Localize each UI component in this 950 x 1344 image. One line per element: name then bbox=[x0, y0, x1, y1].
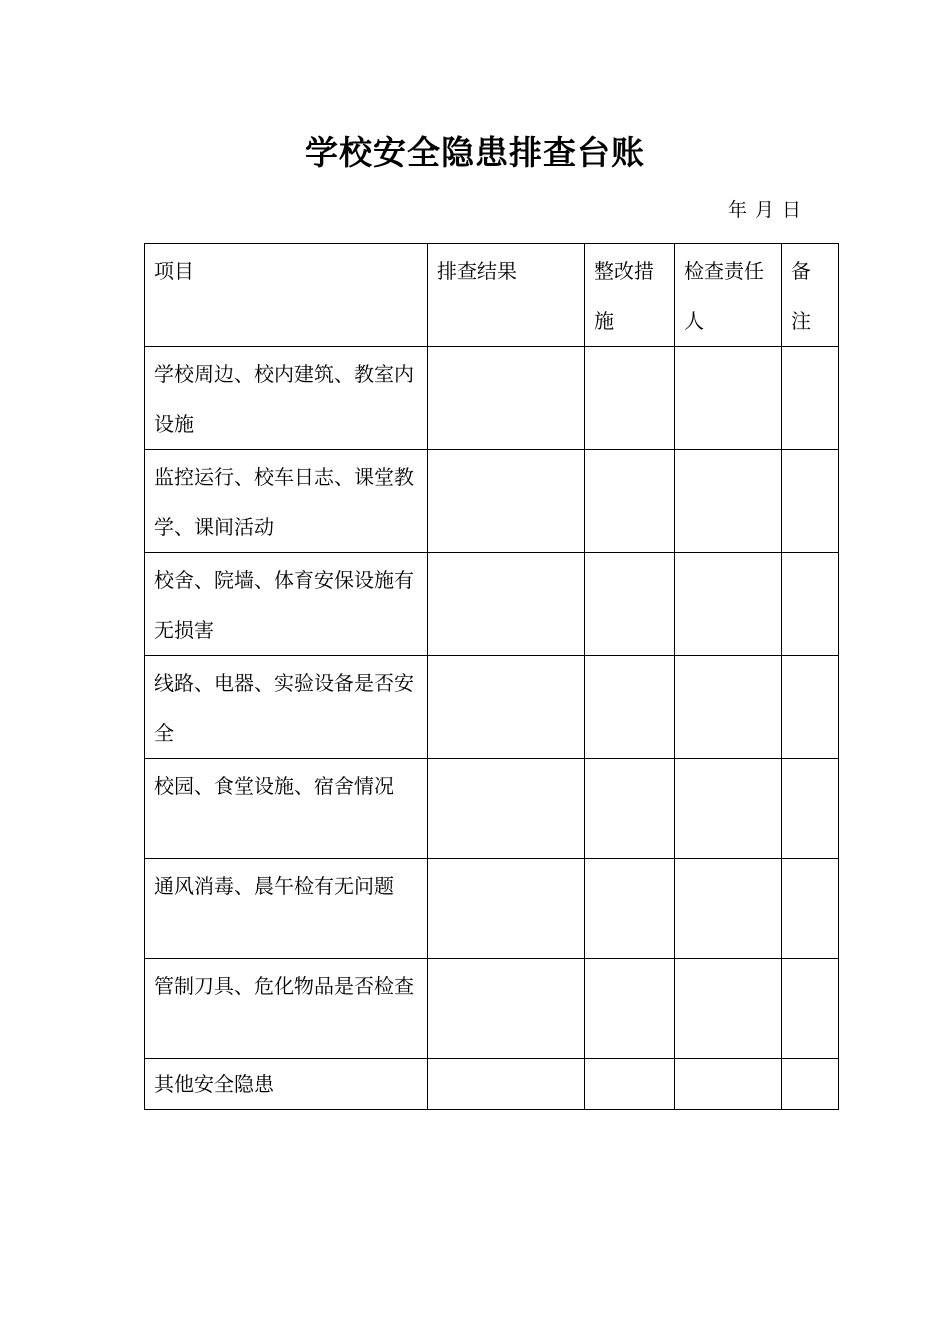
cell-measure[interactable] bbox=[585, 959, 675, 1059]
table-row bbox=[145, 959, 839, 1059]
date-month-label: 月 bbox=[755, 199, 775, 221]
table-row bbox=[145, 553, 839, 656]
cell-measure[interactable] bbox=[585, 450, 675, 553]
date-day-label: 日 bbox=[782, 199, 802, 221]
cell-item: 校舍、院墙、体育安保设施有无损害 bbox=[145, 553, 428, 656]
table-row bbox=[145, 759, 839, 859]
inspection-ledger-table bbox=[144, 243, 839, 1110]
table-row bbox=[145, 347, 839, 450]
cell-result[interactable] bbox=[428, 759, 585, 859]
cell-measure[interactable] bbox=[585, 1059, 675, 1110]
cell-item: 学校周边、校内建筑、教室内设施 bbox=[145, 347, 428, 450]
cell-measure[interactable] bbox=[585, 859, 675, 959]
cell-person[interactable] bbox=[675, 656, 782, 759]
cell-remark[interactable] bbox=[782, 553, 839, 656]
cell-measure[interactable] bbox=[585, 656, 675, 759]
header-measure: 整改措施 bbox=[585, 244, 675, 347]
cell-person[interactable] bbox=[675, 553, 782, 656]
cell-remark[interactable] bbox=[782, 759, 839, 859]
cell-result[interactable] bbox=[428, 656, 585, 759]
cell-person[interactable] bbox=[675, 759, 782, 859]
cell-item: 校园、食堂设施、宿舍情况 bbox=[145, 759, 428, 859]
cell-result[interactable] bbox=[428, 959, 585, 1059]
cell-person[interactable] bbox=[675, 1059, 782, 1110]
cell-remark[interactable] bbox=[782, 859, 839, 959]
cell-measure[interactable] bbox=[585, 347, 675, 450]
cell-remark[interactable] bbox=[782, 347, 839, 450]
cell-item: 线路、电器、实验设备是否安全 bbox=[145, 656, 428, 759]
table-header-row bbox=[145, 244, 839, 347]
header-remark: 备注 bbox=[782, 244, 839, 347]
table-row bbox=[145, 1059, 839, 1110]
date-line bbox=[728, 196, 818, 224]
table-row bbox=[145, 450, 839, 553]
table-row bbox=[145, 656, 839, 759]
cell-person[interactable] bbox=[675, 859, 782, 959]
cell-result[interactable] bbox=[428, 1059, 585, 1110]
cell-person[interactable] bbox=[675, 347, 782, 450]
cell-person[interactable] bbox=[675, 959, 782, 1059]
cell-remark[interactable] bbox=[782, 656, 839, 759]
cell-measure[interactable] bbox=[585, 759, 675, 859]
cell-item: 监控运行、校车日志、课堂教学、课间活动 bbox=[145, 450, 428, 553]
cell-item: 其他安全隐患 bbox=[145, 1059, 428, 1110]
cell-result[interactable] bbox=[428, 859, 585, 959]
table-row bbox=[145, 859, 839, 959]
header-item: 项目 bbox=[145, 244, 428, 347]
cell-result[interactable] bbox=[428, 347, 585, 450]
cell-remark[interactable] bbox=[782, 959, 839, 1059]
cell-item: 管制刀具、危化物品是否检查 bbox=[145, 959, 428, 1059]
cell-item: 通风消毒、晨午检有无问题 bbox=[145, 859, 428, 959]
page-title: 学校安全隐患排查台账 bbox=[305, 133, 645, 172]
cell-remark[interactable] bbox=[782, 450, 839, 553]
cell-result[interactable] bbox=[428, 450, 585, 553]
cell-person[interactable] bbox=[675, 450, 782, 553]
header-person: 检查责任人 bbox=[675, 244, 782, 347]
cell-remark[interactable] bbox=[782, 1059, 839, 1110]
cell-result[interactable] bbox=[428, 553, 585, 656]
header-result: 排查结果 bbox=[428, 244, 585, 347]
date-year-label: 年 bbox=[728, 199, 748, 221]
cell-measure[interactable] bbox=[585, 553, 675, 656]
